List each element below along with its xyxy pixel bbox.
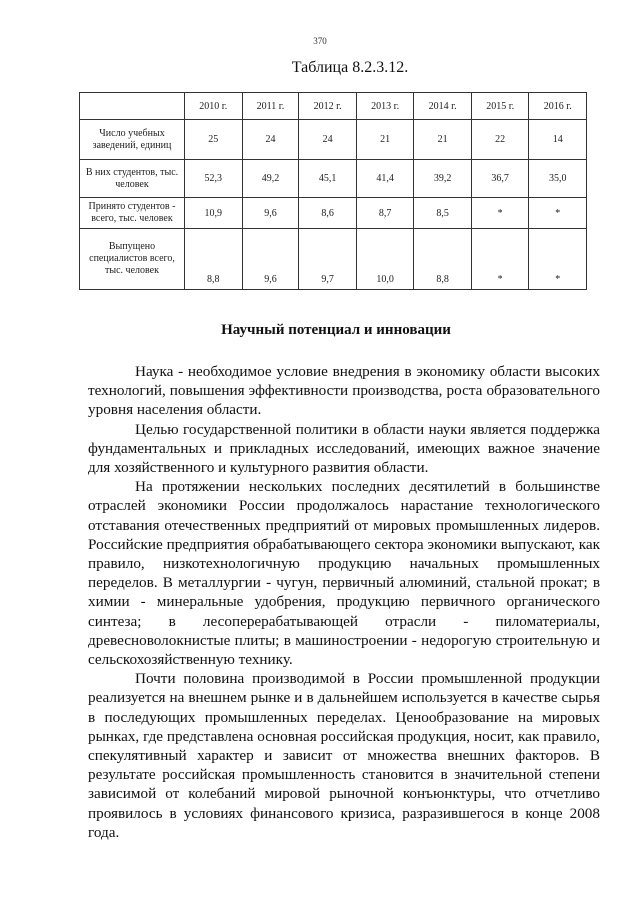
table-row <box>80 120 587 160</box>
table-cell: 24 <box>242 120 299 160</box>
paragraph: Почти половина производимой в России промышленной продукции реализуется на внешнем рынке и в дальнейшем используется в качестве сырья в последующих промышленных переделах. Ценообразование на мировых рынках, где представлена основная российская продукция, носит, как правило, спекулятивный характер и зависит от множества внешних факторов. В результате российская промышленность становится в значительной степени зависимой от колебаний мировой рыночной конъюнктуры, что отчетливо проявилось в условиях финансового кризиса, разразившегося в конце 2008 года. <box>88 670 600 841</box>
table-cell: 10,9 <box>185 198 243 229</box>
table-cell: 8,8 <box>414 229 472 290</box>
table-cell: 8,6 <box>299 198 357 229</box>
table-cell: * <box>471 198 529 229</box>
table-cell: 45,1 <box>299 160 357 198</box>
education-statistics-table <box>79 92 587 290</box>
table-cell: 9,7 <box>299 229 357 290</box>
table-cell: 14 <box>529 120 587 160</box>
table-cell: 21 <box>414 120 472 160</box>
table-cell: 8,8 <box>185 229 243 290</box>
section-heading: Научный потенциал и инновации <box>221 322 451 338</box>
table-cell: * <box>471 229 529 290</box>
header-year: 2015 г. <box>471 93 529 120</box>
table-cell: 21 <box>356 120 414 160</box>
table-row <box>80 229 587 290</box>
table-header-row <box>80 93 587 120</box>
header-year: 2013 г. <box>356 93 414 120</box>
table-cell: 9,6 <box>242 229 299 290</box>
table-row <box>80 160 587 198</box>
row-label: В них студентов, тыс. человек <box>80 160 185 198</box>
table-cell: * <box>529 229 587 290</box>
header-year: 2010 г. <box>185 93 243 120</box>
header-year: 2016 г. <box>529 93 587 120</box>
table-cell: 35,0 <box>529 160 587 198</box>
header-year: 2012 г. <box>299 93 357 120</box>
header-year: 2014 г. <box>414 93 472 120</box>
table-cell: 8,5 <box>414 198 472 229</box>
page-number: 370 <box>313 36 327 46</box>
table-cell: 39,2 <box>414 160 472 198</box>
table-cell: 49,2 <box>242 160 299 198</box>
table-cell: 8,7 <box>356 198 414 229</box>
body-text <box>88 362 600 842</box>
paragraph: Целью государственной политики в области науки является поддержка фундаментальных и прикладных исследований, имеющих важное значение для хозяйственного и культурного развития области. <box>88 420 600 477</box>
table-cell: 41,4 <box>356 160 414 198</box>
table-cell: 22 <box>471 120 529 160</box>
table-cell: 52,3 <box>185 160 243 198</box>
table-cell: 36,7 <box>471 160 529 198</box>
table-cell: * <box>529 198 587 229</box>
table-cell: 9,6 <box>242 198 299 229</box>
row-label: Выпущено специалистов всего, тыс. человек <box>80 229 185 290</box>
table-cell: 25 <box>185 120 243 160</box>
header-corner-cell <box>80 93 185 120</box>
table-row <box>80 198 587 229</box>
paragraph: Наука - необходимое условие внедрения в экономику области высоких технологий, повышения эффективности производства, роста образовательного уровня населения области. <box>88 363 600 419</box>
header-year: 2011 г. <box>242 93 299 120</box>
row-label: Принято студентов - всего, тыс. человек <box>80 198 185 229</box>
row-label: Число учебных заведений, единиц <box>80 120 185 160</box>
table-cell: 24 <box>299 120 357 160</box>
table-caption: Таблица 8.2.3.12. <box>291 59 409 76</box>
paragraph: На протяжении нескольких последних десятилетий в большинстве отраслей экономики России продолжалось нарастание технологического отставания отечественных предприятий от мировых промышленных лидеров. Российские предприятия обрабатывающего сектора экономики выпускают, как правило, низкотехнологичную продукцию начальных промышленных переделов. В металлургии - чугун, первичный алюминий, стальной прокат; в химии - минеральные удобрения, продукцию первичного органического синтеза; в лесоперерабатывающей отрасли - пиломатериалы, древесноволокнистые плиты; в машиностроении - недорогую строительную и сельскохозяйственную технику. <box>88 478 600 669</box>
table-cell: 10,0 <box>356 229 414 290</box>
